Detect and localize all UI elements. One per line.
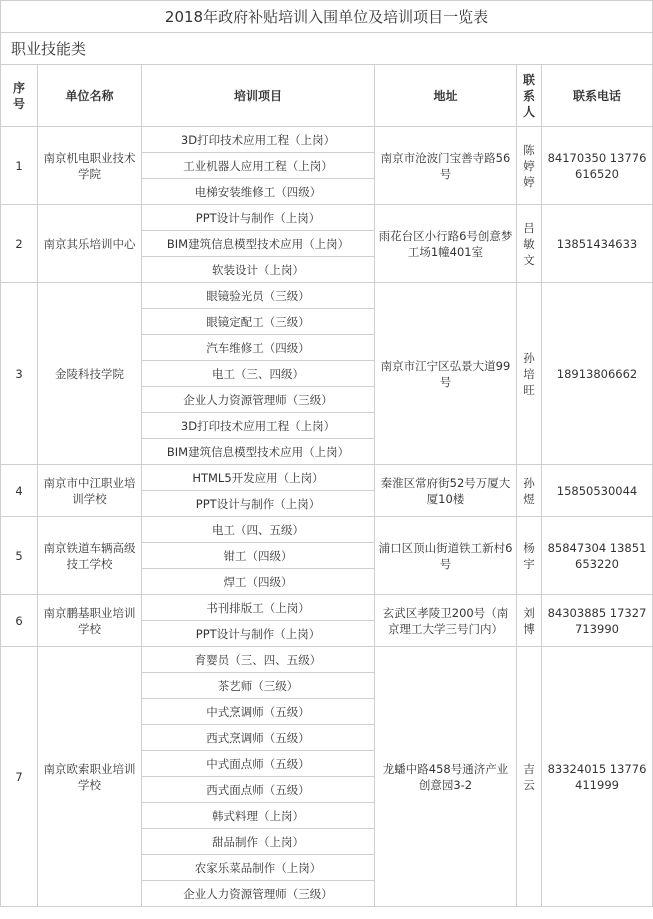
- header-seq: 序号: [1, 65, 38, 127]
- row-seq: 2: [1, 205, 38, 283]
- training-project: 3D打印技术应用工程（上岗）: [142, 413, 375, 439]
- contact-person: 刘博: [517, 595, 542, 647]
- header-project: 培训项目: [142, 65, 375, 127]
- training-project: 电工（三、四级）: [142, 361, 375, 387]
- contact-phone: 85847304 13851653220: [542, 517, 653, 595]
- row-seq: 1: [1, 127, 38, 205]
- training-project: 企业人力资源管理师（三级）: [142, 881, 375, 907]
- contact-phone: 18913806662: [542, 283, 653, 465]
- training-project: PPT设计与制作（上岗）: [142, 205, 375, 231]
- training-project: 书刊排版工（上岗）: [142, 595, 375, 621]
- training-project: 茶艺师（三级）: [142, 673, 375, 699]
- training-project: 西式面点师（五级）: [142, 777, 375, 803]
- training-project: 企业人力资源管理师（三级）: [142, 387, 375, 413]
- header-name: 单位名称: [38, 65, 142, 127]
- training-project: 中式烹调师（五级）: [142, 699, 375, 725]
- header-phone: 联系电话: [542, 65, 653, 127]
- contact-phone: 84170350 13776616520: [542, 127, 653, 205]
- contact-person: 杨宇: [517, 517, 542, 595]
- training-project: PPT设计与制作（上岗）: [142, 491, 375, 517]
- unit-name: 南京鹏基职业培训学校: [38, 595, 142, 647]
- training-project: 电梯安装维修工（四级）: [142, 179, 375, 205]
- contact-person: 吕敏文: [517, 205, 542, 283]
- unit-name: 南京其乐培训中心: [38, 205, 142, 283]
- unit-address: 玄武区孝陵卫200号（南京理工大学三号门内）: [375, 595, 517, 647]
- training-project: 农家乐菜品制作（上岗）: [142, 855, 375, 881]
- row-seq: 6: [1, 595, 38, 647]
- training-project: 甜品制作（上岗）: [142, 829, 375, 855]
- contact-phone: 13851434633: [542, 205, 653, 283]
- category-label: 职业技能类: [1, 33, 653, 65]
- unit-address: 南京市沧波门宝善寺路56号: [375, 127, 517, 205]
- training-project: 软装设计（上岗）: [142, 257, 375, 283]
- training-project: 眼镜定配工（三级）: [142, 309, 375, 335]
- training-project: 3D打印技术应用工程（上岗）: [142, 127, 375, 153]
- unit-address: 南京市江宁区弘景大道99号: [375, 283, 517, 465]
- training-project: 工业机器人应用工程（上岗）: [142, 153, 375, 179]
- training-project: 西式烹调师（五级）: [142, 725, 375, 751]
- table-row: [1, 205, 653, 231]
- training-project: 焊工（四级）: [142, 569, 375, 595]
- contact-phone: 84303885 17327713990: [542, 595, 653, 647]
- table-row: [1, 647, 653, 673]
- unit-name: 南京欧索职业培训学校: [38, 647, 142, 907]
- header-address: 地址: [375, 65, 517, 127]
- training-project: PPT设计与制作（上岗）: [142, 621, 375, 647]
- contact-person: 吉云: [517, 647, 542, 907]
- training-project: 眼镜验光员（三级）: [142, 283, 375, 309]
- unit-address: 秦淮区常府街52号万厦大厦10楼: [375, 465, 517, 517]
- training-project: 韩式料理（上岗）: [142, 803, 375, 829]
- unit-name: 南京铁道车辆高级技工学校: [38, 517, 142, 595]
- training-project: BIM建筑信息模型技术应用（上岗）: [142, 231, 375, 257]
- contact-person: 陈婷婷: [517, 127, 542, 205]
- contact-phone: 83324015 13776411999: [542, 647, 653, 907]
- row-seq: 7: [1, 647, 38, 907]
- contact-phone: 15850530044: [542, 465, 653, 517]
- table-row: [1, 517, 653, 543]
- table-row: [1, 465, 653, 491]
- contact-person: 孙煜: [517, 465, 542, 517]
- training-project: 电工（四、五级）: [142, 517, 375, 543]
- page-title: 2018年政府补贴培训入围单位及培训项目一览表: [1, 1, 653, 33]
- unit-name: 金陵科技学院: [38, 283, 142, 465]
- unit-name: 南京市中江职业培训学校: [38, 465, 142, 517]
- header-contact: 联系人: [517, 65, 542, 127]
- training-project: 钳工（四级）: [142, 543, 375, 569]
- unit-address: 雨花台区小行路6号创意梦工场1幢401室: [375, 205, 517, 283]
- unit-address: 浦口区顶山街道铁工新村6号: [375, 517, 517, 595]
- row-seq: 3: [1, 283, 38, 465]
- unit-address: 龙蟠中路458号通济产业创意园3-2: [375, 647, 517, 907]
- row-seq: 5: [1, 517, 38, 595]
- row-seq: 4: [1, 465, 38, 517]
- table-row: [1, 595, 653, 621]
- table-row: [1, 127, 653, 153]
- training-project: 育婴员（三、四、五级）: [142, 647, 375, 673]
- unit-name: 南京机电职业技术学院: [38, 127, 142, 205]
- contact-person: 孙培旺: [517, 283, 542, 465]
- training-project: BIM建筑信息模型技术应用（上岗）: [142, 439, 375, 465]
- table-row: [1, 283, 653, 309]
- training-project: 中式面点师（五级）: [142, 751, 375, 777]
- training-project: 汽车维修工（四级）: [142, 335, 375, 361]
- training-project: HTML5开发应用（上岗）: [142, 465, 375, 491]
